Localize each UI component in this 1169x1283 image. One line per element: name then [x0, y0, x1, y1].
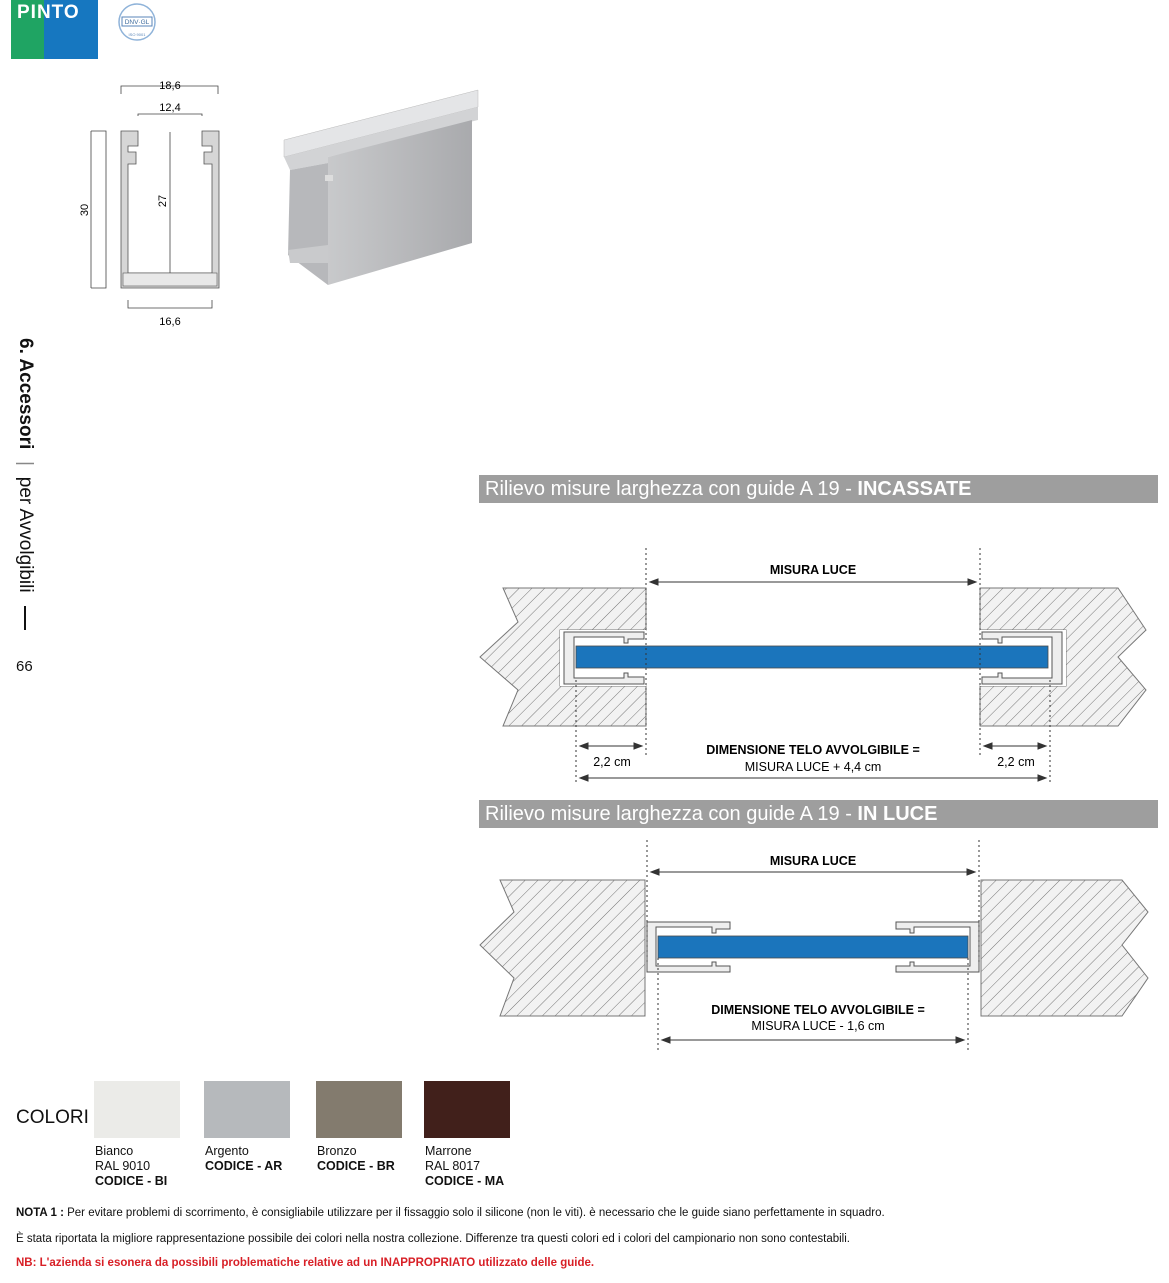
section1-title-bold: INCASSATE — [857, 478, 972, 500]
swatch-ral: RAL 9010 — [95, 1159, 151, 1173]
swatch-label-marrone — [425, 1144, 504, 1189]
section2-title-bold: IN LUCE — [857, 803, 938, 825]
swatch-marrone — [424, 1081, 510, 1138]
logo-text: PINTO — [17, 2, 80, 23]
colori-label: COLORI — [16, 1107, 89, 1128]
swatch-bianco — [94, 1081, 180, 1138]
swatch-code: CODICE - AR — [205, 1159, 283, 1173]
nota-1-text: Per evitare problemi di scorrimento, è consigliabile utilizzare per il fissaggio solo il silicone (non le viti). è necessario che le guide siano perfettamente in squadro. — [63, 1207, 885, 1219]
sidebar-title — [14, 338, 36, 630]
swatch-code: CODICE - BR — [317, 1159, 395, 1173]
section2-diagram — [478, 838, 1158, 1058]
separator: | — [15, 460, 36, 466]
swatch-argento — [204, 1081, 290, 1138]
formula-text: MISURA LUCE + 4,4 cm — [744, 760, 882, 774]
formula-title-2: DIMENSIONE TELO AVVOLGIBILE = — [711, 1003, 925, 1017]
certification-icon — [112, 2, 162, 42]
swatch-label-bronzo — [317, 1144, 395, 1174]
right-offset-label: 2,2 cm — [997, 755, 1035, 769]
swatch-name: Marrone — [425, 1144, 472, 1158]
dim-height: 30 — [79, 203, 91, 217]
note-colors: È stata riportata la migliore rappresentazione possibile dei colori nella nostra collezione. Differenze tra questi colori ed i colori del campionario non sono contestabili. — [16, 1233, 850, 1245]
section-subtitle: per Avvolgibili — [15, 476, 36, 593]
section-title: 6. Accessori — [15, 338, 36, 450]
page-number: 66 — [16, 658, 33, 675]
misura-luce-label-2: MISURA LUCE — [769, 854, 857, 868]
profile-3d-render — [280, 85, 480, 290]
cert-sub: ISO 9001 — [128, 32, 146, 37]
dim-bottom: 16,6 — [159, 316, 181, 328]
swatch-name: Bronzo — [317, 1144, 357, 1158]
section1-title-prefix: Rilievo misure larghezza con guide A 19 - — [485, 478, 858, 500]
section1-diagram — [478, 540, 1158, 795]
nota-1 — [16, 1207, 885, 1219]
section2-title-prefix: Rilievo misure larghezza con guide A 19 - — [485, 803, 858, 825]
swatch-ral: RAL 8017 — [425, 1159, 481, 1173]
swatch-name: Argento — [205, 1144, 249, 1158]
formula-text-2: MISURA LUCE - 1,6 cm — [751, 1019, 885, 1033]
section2-title — [479, 800, 1158, 828]
swatch-name: Bianco — [95, 1144, 134, 1158]
misura-luce-label: MISURA LUCE — [769, 563, 857, 577]
profile-section-drawing — [78, 76, 238, 336]
dim-inner-height: 27 — [157, 194, 169, 208]
left-offset-label: 2,2 cm — [593, 755, 631, 769]
dim-top: 18,6 — [159, 80, 181, 92]
formula-title: DIMENSIONE TELO AVVOLGIBILE = — [706, 743, 920, 757]
brand-logo — [11, 0, 98, 59]
swatch-label-bianco — [95, 1144, 167, 1189]
nota-1-label: NOTA 1 : — [16, 1207, 64, 1219]
cert-text: DNV·GL — [124, 19, 150, 26]
sidebar-rule — [24, 606, 26, 630]
section1-title — [479, 475, 1158, 503]
swatch-bronzo — [316, 1081, 402, 1138]
dim-inner: 12,4 — [159, 102, 181, 114]
nb-disclaimer: NB: L'azienda si esonera da possibili problematiche relative ad un INAPPROPRIATO utilizzato delle guide. — [16, 1257, 595, 1269]
swatch-code: CODICE - MA — [425, 1174, 505, 1188]
swatch-label-argento — [205, 1144, 282, 1174]
swatch-code: CODICE - BI — [95, 1174, 168, 1188]
